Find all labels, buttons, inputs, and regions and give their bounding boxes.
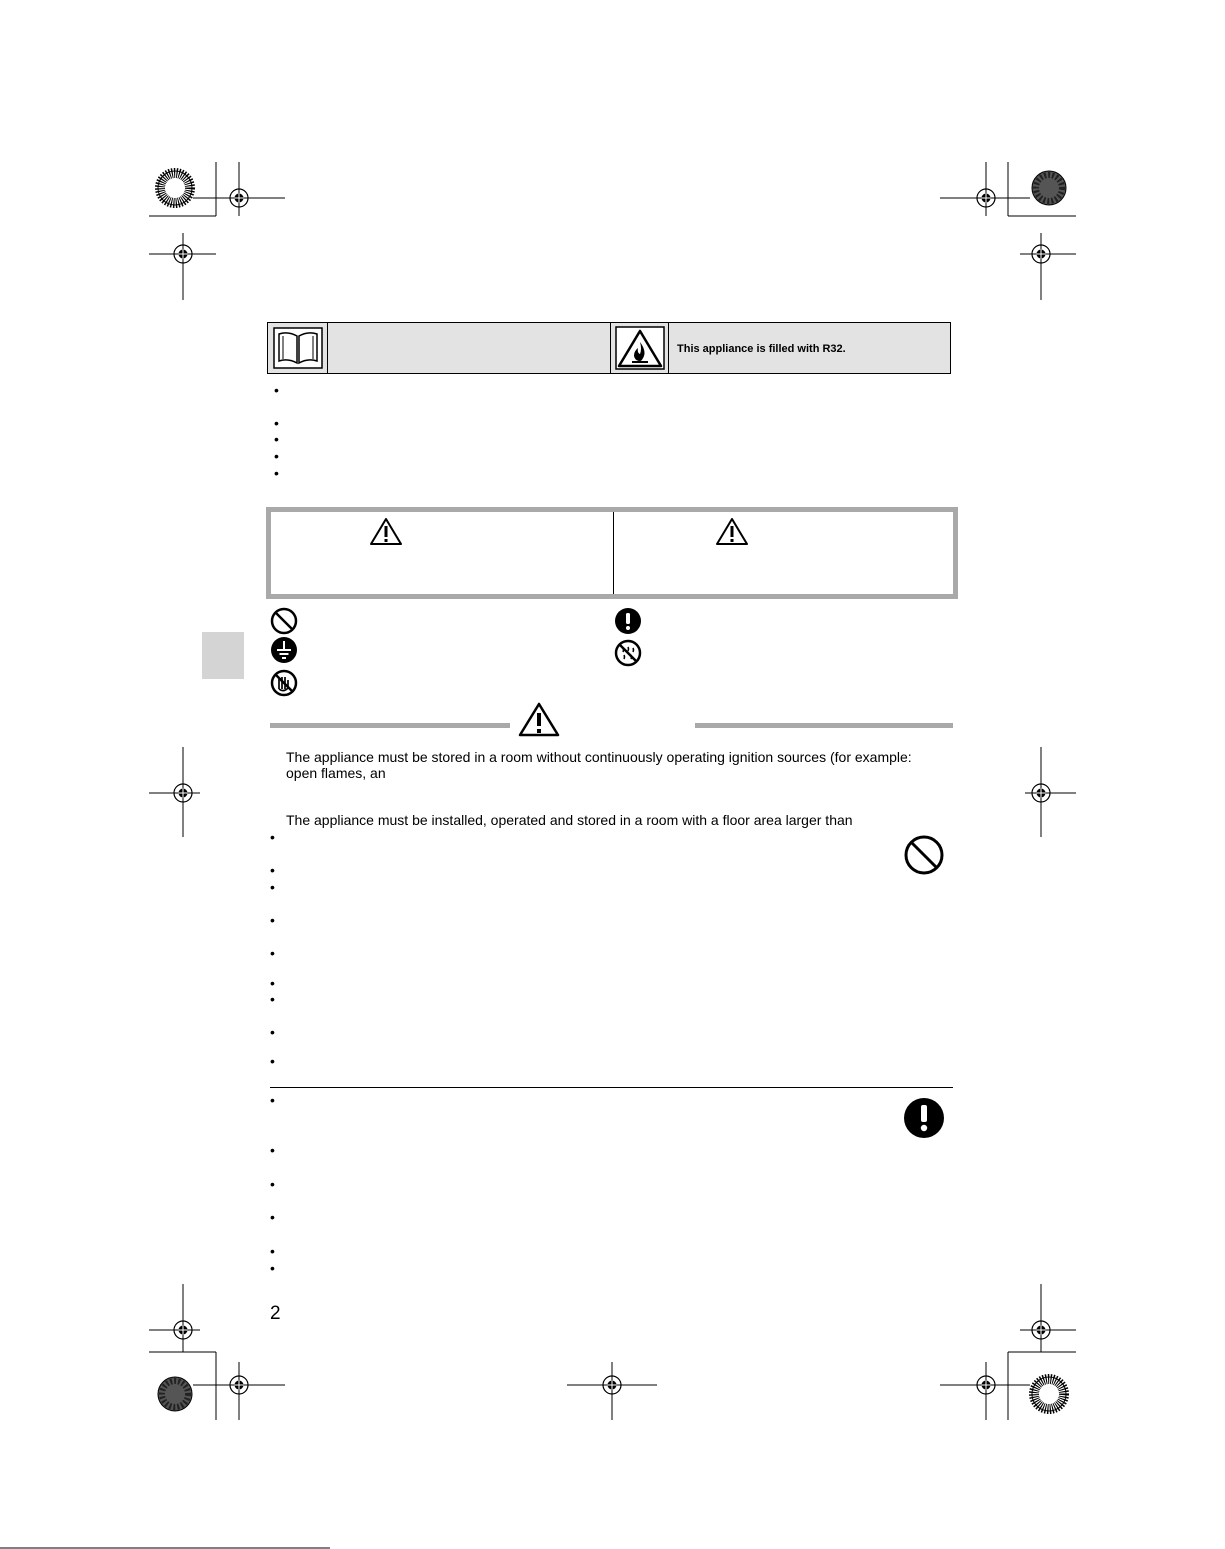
bullet: •: [270, 1053, 275, 1069]
prohibited-icon: [903, 834, 945, 876]
bullet: •: [270, 862, 275, 878]
bullet: •: [270, 1176, 275, 1192]
bullet: •: [274, 415, 279, 431]
bullet: •: [274, 382, 279, 398]
warning-triangle-icon: [715, 517, 749, 547]
earth-ground-icon: [270, 636, 298, 664]
storage-warning-line-2: open flames, an: [286, 765, 386, 781]
storage-warning-line-1: The appliance must be stored in a room without continuously operating ignition sources (for example:: [286, 749, 912, 765]
prohibited-icon: [270, 607, 298, 635]
refrigerant-notice-band: [267, 322, 951, 374]
bullet: •: [270, 1209, 275, 1225]
refrigerant-notice-text: This appliance is filled with R32.: [677, 343, 846, 355]
flame-warning-icon: [611, 323, 669, 373]
bullet: •: [270, 829, 275, 845]
bullet: •: [270, 1142, 275, 1158]
divider: [270, 1087, 953, 1088]
bullet: •: [270, 991, 275, 1007]
bullet: •: [270, 1260, 275, 1276]
side-tab: [202, 632, 244, 679]
no-wet-hands-icon: [270, 669, 298, 697]
section-rule-right: [695, 723, 953, 728]
open-book-icon: [268, 323, 328, 373]
mandatory-icon: [614, 607, 642, 635]
page-number: 2: [270, 1303, 281, 1324]
bullet: •: [270, 1024, 275, 1040]
warning-triangle-icon: [369, 517, 403, 547]
bullet: •: [270, 1243, 275, 1259]
bullet: •: [270, 945, 275, 961]
bullet: •: [270, 879, 275, 895]
signal-word-box: [266, 507, 958, 599]
warning-triangle-icon: [518, 702, 560, 738]
section-rule-left: [270, 723, 510, 728]
do-not-wet-icon: [614, 639, 642, 667]
mandatory-icon: [903, 1097, 945, 1139]
bullet: •: [270, 975, 275, 991]
bullet: •: [274, 448, 279, 464]
bullet: •: [270, 1092, 275, 1108]
bullet: •: [274, 431, 279, 447]
bullet: •: [270, 912, 275, 928]
bullet: •: [274, 465, 279, 481]
floor-area-line: The appliance must be installed, operated and stored in a room with a floor area larger than: [286, 812, 853, 828]
